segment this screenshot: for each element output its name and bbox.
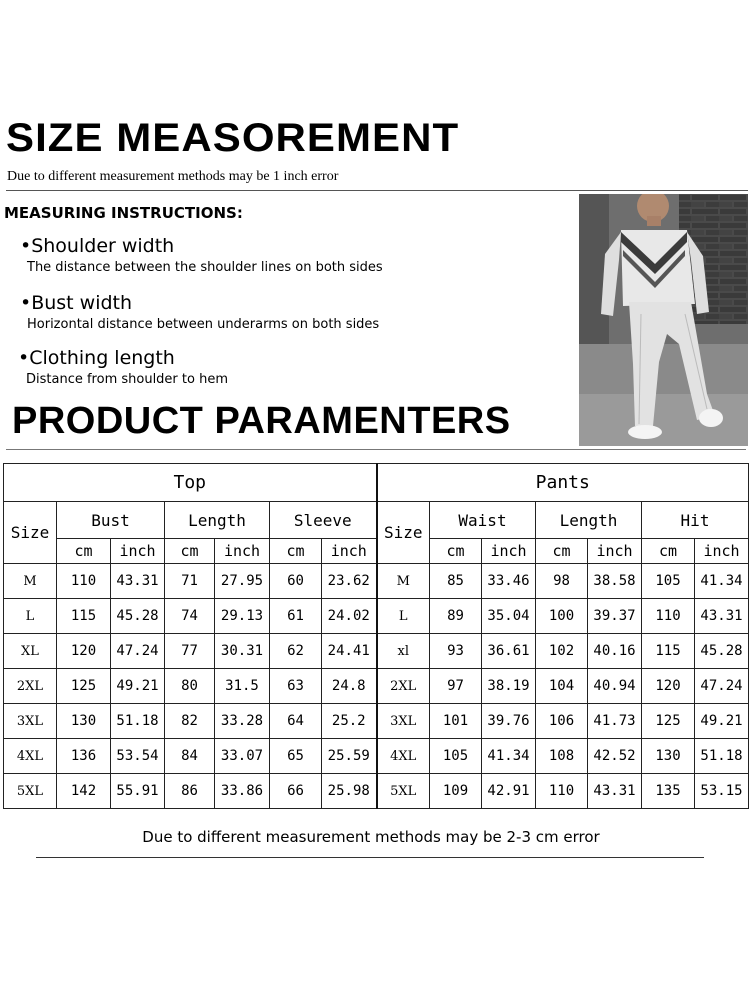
size-cell: 3XL xyxy=(4,704,57,739)
value-cell: 24.41 xyxy=(322,634,377,669)
value-cell: 49.21 xyxy=(111,669,165,704)
table-row xyxy=(4,669,749,704)
value-cell: 33.46 xyxy=(482,564,536,599)
value-cell: 43.31 xyxy=(695,599,749,634)
value-cell: 33.86 xyxy=(215,774,270,809)
instruction-desc-bust: Horizontal distance between underarms on both sides xyxy=(27,317,380,332)
error-note: Due to different measurement methods may be 1 inch error xyxy=(7,169,339,184)
value-cell: 29.13 xyxy=(215,599,270,634)
value-cell: 85 xyxy=(430,564,482,599)
size-cell: 4XL xyxy=(377,739,430,774)
value-cell: 77 xyxy=(165,634,215,669)
value-cell: 130 xyxy=(57,704,111,739)
size-cell: M xyxy=(4,564,57,599)
value-cell: 65 xyxy=(270,739,322,774)
value-cell: 130 xyxy=(642,739,695,774)
value-cell: 84 xyxy=(165,739,215,774)
size-cell: L xyxy=(4,599,57,634)
unit-inch: inch xyxy=(215,539,270,564)
size-cell: 2XL xyxy=(377,669,430,704)
size-cell: 5XL xyxy=(4,774,57,809)
value-cell: 115 xyxy=(642,634,695,669)
unit-cm: cm xyxy=(536,539,588,564)
divider xyxy=(6,449,746,450)
value-cell: 108 xyxy=(536,739,588,774)
value-cell: 80 xyxy=(165,669,215,704)
value-cell: 125 xyxy=(642,704,695,739)
value-cell: 45.28 xyxy=(695,634,749,669)
unit-cm: cm xyxy=(270,539,322,564)
instruction-title-bust: •Bust width xyxy=(20,292,133,314)
value-cell: 25.2 xyxy=(322,704,377,739)
value-cell: 31.5 xyxy=(215,669,270,704)
instruction-desc-length: Distance from shoulder to hem xyxy=(26,372,228,387)
table-row xyxy=(4,774,749,809)
unit-cm: cm xyxy=(642,539,695,564)
top-group-header: Top xyxy=(4,464,377,502)
size-table xyxy=(3,463,749,809)
value-cell: 105 xyxy=(430,739,482,774)
size-rows xyxy=(4,564,749,809)
value-cell: 136 xyxy=(57,739,111,774)
value-cell: 49.21 xyxy=(695,704,749,739)
unit-inch: inch xyxy=(111,539,165,564)
value-cell: 39.76 xyxy=(482,704,536,739)
unit-inch: inch xyxy=(482,539,536,564)
unit-inch: inch xyxy=(322,539,377,564)
value-cell: 101 xyxy=(430,704,482,739)
value-cell: 36.61 xyxy=(482,634,536,669)
unit-cm: cm xyxy=(430,539,482,564)
footer-note: Due to different measurement methods may be 2-3 cm error xyxy=(142,828,600,846)
table-row xyxy=(4,704,749,739)
divider xyxy=(36,857,704,858)
params-heading: PRODUCT PARAMENTERS xyxy=(12,400,511,442)
value-cell: 53.54 xyxy=(111,739,165,774)
value-cell: 110 xyxy=(57,564,111,599)
value-cell: 110 xyxy=(642,599,695,634)
value-cell: 42.52 xyxy=(588,739,642,774)
value-cell: 40.16 xyxy=(588,634,642,669)
sleeve-header: Sleeve xyxy=(270,502,377,539)
value-cell: 89 xyxy=(430,599,482,634)
instruction-desc-shoulder: The distance between the shoulder lines on both sides xyxy=(27,260,383,275)
value-cell: 23.62 xyxy=(322,564,377,599)
value-cell: 64 xyxy=(270,704,322,739)
value-cell: 55.91 xyxy=(111,774,165,809)
value-cell: 142 xyxy=(57,774,111,809)
value-cell: 120 xyxy=(57,634,111,669)
value-cell: 106 xyxy=(536,704,588,739)
value-cell: 33.28 xyxy=(215,704,270,739)
size-cell: xl xyxy=(377,634,430,669)
value-cell: 115 xyxy=(57,599,111,634)
value-cell: 27.95 xyxy=(215,564,270,599)
unit-inch: inch xyxy=(588,539,642,564)
bust-header: Bust xyxy=(57,502,165,539)
divider xyxy=(6,190,748,191)
value-cell: 41.34 xyxy=(482,739,536,774)
value-cell: 47.24 xyxy=(695,669,749,704)
instructions-heading: MEASURING INSTRUCTIONS: xyxy=(4,204,243,222)
value-cell: 51.18 xyxy=(695,739,749,774)
hit-header: Hit xyxy=(642,502,749,539)
value-cell: 24.8 xyxy=(322,669,377,704)
value-cell: 71 xyxy=(165,564,215,599)
value-cell: 61 xyxy=(270,599,322,634)
table-row xyxy=(4,739,749,774)
value-cell: 74 xyxy=(165,599,215,634)
value-cell: 120 xyxy=(642,669,695,704)
pants-length-header: Length xyxy=(536,502,642,539)
value-cell: 24.02 xyxy=(322,599,377,634)
value-cell: 40.94 xyxy=(588,669,642,704)
value-cell: 45.28 xyxy=(111,599,165,634)
value-cell: 105 xyxy=(642,564,695,599)
size-cell: XL xyxy=(4,634,57,669)
value-cell: 110 xyxy=(536,774,588,809)
value-cell: 25.98 xyxy=(322,774,377,809)
value-cell: 60 xyxy=(270,564,322,599)
value-cell: 25.59 xyxy=(322,739,377,774)
table-row xyxy=(4,599,749,634)
value-cell: 42.91 xyxy=(482,774,536,809)
value-cell: 38.19 xyxy=(482,669,536,704)
value-cell: 109 xyxy=(430,774,482,809)
waist-header: Waist xyxy=(430,502,536,539)
pants-size-header: Size xyxy=(377,502,430,564)
value-cell: 104 xyxy=(536,669,588,704)
value-cell: 102 xyxy=(536,634,588,669)
unit-cm: cm xyxy=(165,539,215,564)
value-cell: 41.34 xyxy=(695,564,749,599)
value-cell: 125 xyxy=(57,669,111,704)
page-title: SIZE MEASOREMENT xyxy=(6,116,460,160)
pants-group-header: Pants xyxy=(377,464,749,502)
value-cell: 43.31 xyxy=(588,774,642,809)
value-cell: 98 xyxy=(536,564,588,599)
value-cell: 43.31 xyxy=(111,564,165,599)
size-cell: 4XL xyxy=(4,739,57,774)
unit-cm: cm xyxy=(57,539,111,564)
value-cell: 35.04 xyxy=(482,599,536,634)
value-cell: 47.24 xyxy=(111,634,165,669)
size-cell: 3XL xyxy=(377,704,430,739)
size-cell: L xyxy=(377,599,430,634)
instruction-title-shoulder: •Shoulder width xyxy=(20,235,175,257)
value-cell: 100 xyxy=(536,599,588,634)
value-cell: 62 xyxy=(270,634,322,669)
size-cell: M xyxy=(377,564,430,599)
table-row xyxy=(4,564,749,599)
value-cell: 53.15 xyxy=(695,774,749,809)
product-photo xyxy=(579,194,748,446)
instruction-title-length: •Clothing length xyxy=(18,347,175,369)
value-cell: 39.37 xyxy=(588,599,642,634)
size-cell: 2XL xyxy=(4,669,57,704)
length-header: Length xyxy=(165,502,270,539)
unit-inch: inch xyxy=(695,539,749,564)
model-illustration xyxy=(579,194,748,446)
value-cell: 30.31 xyxy=(215,634,270,669)
value-cell: 66 xyxy=(270,774,322,809)
value-cell: 51.18 xyxy=(111,704,165,739)
value-cell: 93 xyxy=(430,634,482,669)
value-cell: 33.07 xyxy=(215,739,270,774)
value-cell: 41.73 xyxy=(588,704,642,739)
value-cell: 82 xyxy=(165,704,215,739)
value-cell: 38.58 xyxy=(588,564,642,599)
table-row xyxy=(4,634,749,669)
top-size-header: Size xyxy=(4,502,57,564)
value-cell: 97 xyxy=(430,669,482,704)
size-cell: 5XL xyxy=(377,774,430,809)
value-cell: 63 xyxy=(270,669,322,704)
value-cell: 86 xyxy=(165,774,215,809)
value-cell: 135 xyxy=(642,774,695,809)
